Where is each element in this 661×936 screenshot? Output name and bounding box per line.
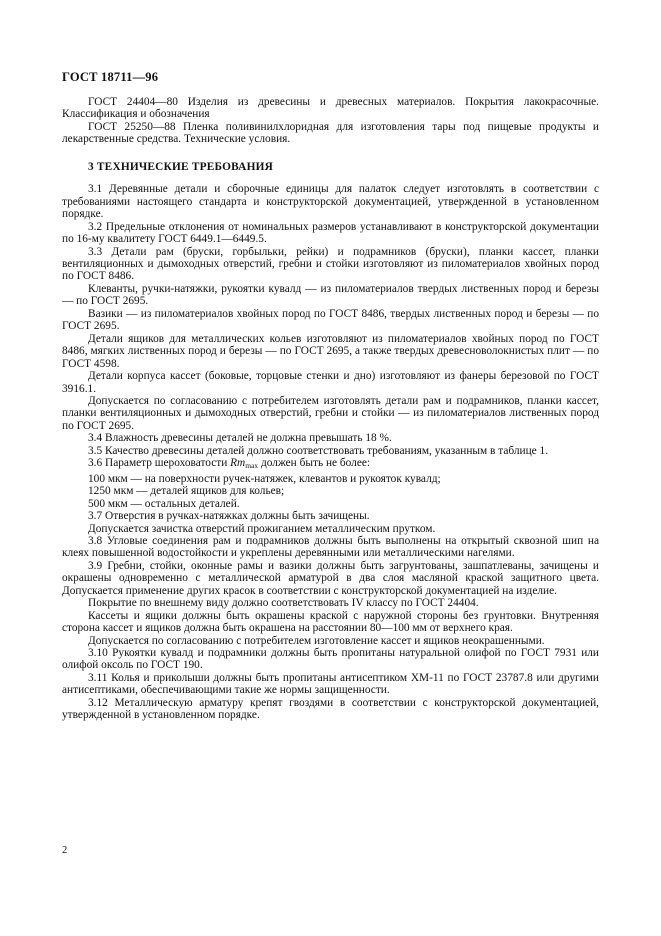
clause-3-6 — [62, 457, 599, 472]
clause-3-9-painting: Кассеты и ящики должны быть окрашены краской с наружной стороны без грунтовки. Внутренняя сторона кассет и ящиков должна быть окрашена на расстоянии 80—100 мм от верхнего края. — [62, 609, 599, 635]
rm-symbol: Rm — [230, 457, 246, 470]
page-number: 2 — [62, 845, 68, 856]
clause-3-7-allowance: Допускается зачистка отверстий прожиганием металлическим прутком. — [88, 522, 436, 535]
roughness-500: 500 мкм — остальных деталей. — [88, 497, 240, 510]
clause-3-10: 3.10 Рукоятки кувалд и подрамники должны быть пропитаны натуральной олифой по ГОСТ 7931 или олифой оксоль по ГОСТ 190. — [62, 647, 599, 672]
clause-3-3-boxes: Детали ящиков для металлических кольев изготовляют из пиломатериалов хвойных пород по ГОСТ 8486, мягких лиственных пород и березы — по ГОСТ 2695, а также твердых древесноволокнистых плит — по ГОСТ 4598. — [62, 332, 599, 370]
clause-3-5: 3.5 Качество древесины деталей должно соответствовать требованиям, указанным в таблице 1. — [88, 444, 549, 457]
section-title: 3 ТЕХНИЧЕСКИЕ ТРЕБОВАНИЯ — [88, 160, 274, 173]
clause-3-6-prefix: 3.6 Параметр шероховатости — [88, 457, 231, 470]
clause-3-6-suffix: должен быть не более: — [258, 457, 371, 470]
clause-3-9-unpainted: Допускается по согласованию с потребителем изготовление кассет и ящиков неокрашенными. — [88, 634, 545, 647]
clause-3-8: 3.8 Угловые соединения рам и подрамников должны быть выполнены на открытый сквозной шип на клеях повышенной водостойкости и укреплены деревянными или металлическими нагелями. — [62, 534, 599, 560]
clause-3-4: 3.4 Влажность древесины деталей не должна превышать 18 %. — [88, 432, 392, 445]
clause-3-9: 3.9 Гребни, стойки, оконные рамы и вазики должны быть загрунтованы, зашпатлеваны, зачищены и окрашены одновременно с металлической арматурой в два слоя масляной краской защитного цвета. Допускается применение других красок в соответствии с конструкторской документацией на изделие. — [62, 559, 599, 597]
clause-3-3-cassettes: Детали корпуса кассет (боковые, торцовые стенки и дно) изготовляют из фанеры березовой по ГОСТ 3916.1. — [62, 370, 599, 395]
clause-3-11: 3.11 Колья и приколыши должны быть пропитаны антисептиком ХМ-11 по ГОСТ 23787.8 или другими антисептиками, обеспечивающими такие же нормы защищенности. — [62, 671, 599, 697]
roughness-1250: 1250 мкм — деталей ящиков для кольев; — [88, 485, 285, 498]
reference-gost-25250: ГОСТ 25250—88 Пленка поливинилхлоридная для изготовления тары под пищевые продукты и лекарственные средства. Технические условия. — [62, 120, 599, 146]
document-code: ГОСТ 18711—96 — [62, 70, 159, 84]
clause-3-1: 3.1 Деревянные детали и сборочные единицы для палаток следует изготовлять в соответствии с требованиями настоящего стандарта и конструкторской документацией, утвержденной в установленном порядке. — [62, 183, 599, 221]
clause-3-3-klevanty: Клеванты, ручки-натяжки, рукоятки кувалд — из пиломатериалов твердых лиственных пород и березы — по ГОСТ 2695. — [62, 282, 599, 308]
clause-3-7: 3.7 Отверстия в ручках-натяжках должны быть зачищены. — [88, 510, 370, 523]
clause-3-3: 3.3 Детали рам (бруски, горбыльки, рейки) и подрамников (бруски), планки кассет, планки вентиляционных и дымоходных отверстий, гребни и стойки изготовляют из пиломатериалов хвойных пород по ГОСТ 8486. — [62, 245, 599, 283]
document-body — [62, 96, 599, 722]
rm-subscript: max — [245, 461, 259, 471]
reference-gost-24404: ГОСТ 24404—80 Изделия из древесины и древесных материалов. Покрытия лакокрасочные. Классификация и обозначения — [62, 96, 599, 121]
clause-3-3-allowance: Допускается по согласованию с потребителем изготовлять детали рам и подрамников, планки кассет, планки вентиляционных и дымоходных отверстий, гребни и стойки — из пиломатериалов лиственных пород по ГОСТ 2695. — [62, 394, 599, 432]
clause-3-2: 3.2 Предельные отклонения от номинальных размеров устанавливают в конструкторской документации по 16-му квалитету ГОСТ 6449.1—6449.5. — [62, 220, 599, 246]
roughness-100: 100 мкм — на поверхности ручек-натяжек, клевантов и рукояток кувалд; — [88, 472, 441, 485]
clause-3-12: 3.12 Металлическую арматуру крепят гвоздями в соответствии с конструкторской документацией, утвержденной в установленном порядке. — [62, 696, 599, 722]
section-gap — [62, 146, 599, 161]
clause-3-9-coating: Покрытие по внешнему виду должно соответствовать IV классу по ГОСТ 24404. — [88, 597, 479, 610]
clause-3-3-vaziki: Вазики — из пиломатериалов хвойных пород по ГОСТ 8486, твердых лиственных пород и березы — по ГОСТ 2695. — [62, 307, 599, 333]
